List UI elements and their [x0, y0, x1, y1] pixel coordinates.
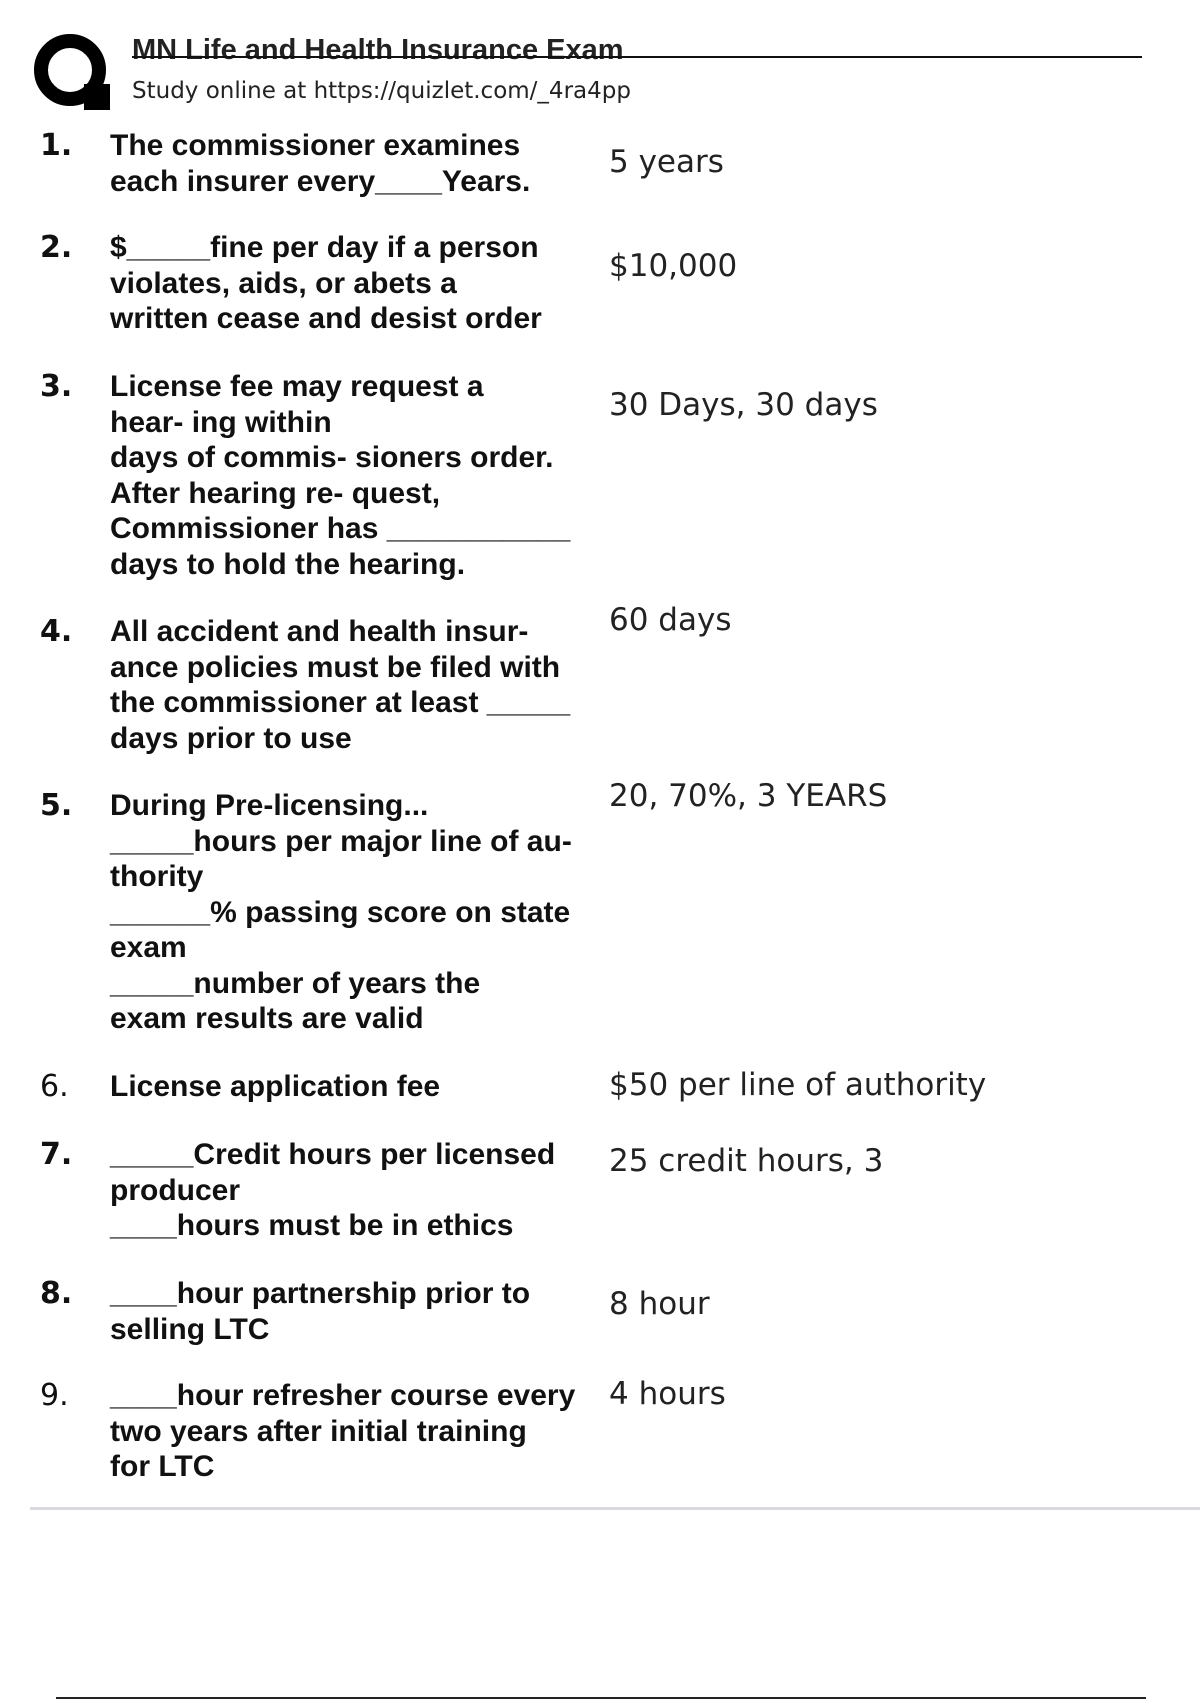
card-definition: 30 Days, 30 days	[609, 387, 878, 423]
card-number: 8.	[40, 1276, 73, 1311]
footer-rule	[56, 1697, 1146, 1699]
card-number: 2.	[40, 230, 73, 265]
card-definition: 8 hour	[609, 1286, 710, 1322]
card-definition: 60 days	[609, 602, 732, 638]
card-definition: $10,000	[609, 248, 738, 284]
card-number: 5.	[40, 788, 73, 823]
card-number: 9.	[40, 1378, 69, 1413]
card-term: License fee may request a hear- ing within days of commis- sioners order. After hearing re- quest, Commissioner has ___________ days to hold the hearing.	[110, 370, 571, 581]
card-number: 1.	[40, 128, 73, 163]
card-term: ____hour partnership prior to selling LTC	[110, 1277, 531, 1346]
card-term: ____hour refresher course every two years after initial training for LTC	[110, 1379, 576, 1483]
card-term: All accident and health insur- ance policies must be filed with the commissioner at least _____ days prior to use	[110, 615, 571, 755]
card-number: 7.	[40, 1137, 73, 1172]
card-term: _____Credit hours per licensed producer ____hours must be in ethics	[110, 1138, 556, 1242]
card-term: During Pre-licensing... _____hours per major line of au- thority ______% passing score on state exam _____number of years the exam results are valid	[110, 789, 572, 1035]
card-definition: $50 per line of authority	[609, 1067, 987, 1103]
card-term: License application fee	[110, 1070, 441, 1103]
card-definition: 4 hours	[609, 1376, 726, 1412]
card-number: 3.	[40, 369, 73, 404]
page-title: MN Life and Health Insurance Exam	[132, 34, 624, 66]
card-definition: 20, 70%, 3 YEARS	[609, 778, 888, 814]
card-number: 4.	[40, 614, 73, 649]
card-term: The commissioner examines each insurer every____Years.	[110, 129, 531, 198]
header-divider	[132, 56, 1142, 58]
quizlet-logo-icon	[32, 32, 112, 112]
card-number: 6.	[40, 1069, 69, 1104]
card-term: $_____fine per day if a person violates, aids, or abets a written cease and desist order	[110, 231, 542, 335]
card-definition: 5 years	[609, 144, 724, 180]
study-online-link[interactable]: Study online at https://quizlet.com/_4ra4pp	[132, 78, 631, 104]
card-definition: 25 credit hours, 3	[609, 1143, 884, 1179]
section-divider	[30, 1507, 1200, 1510]
